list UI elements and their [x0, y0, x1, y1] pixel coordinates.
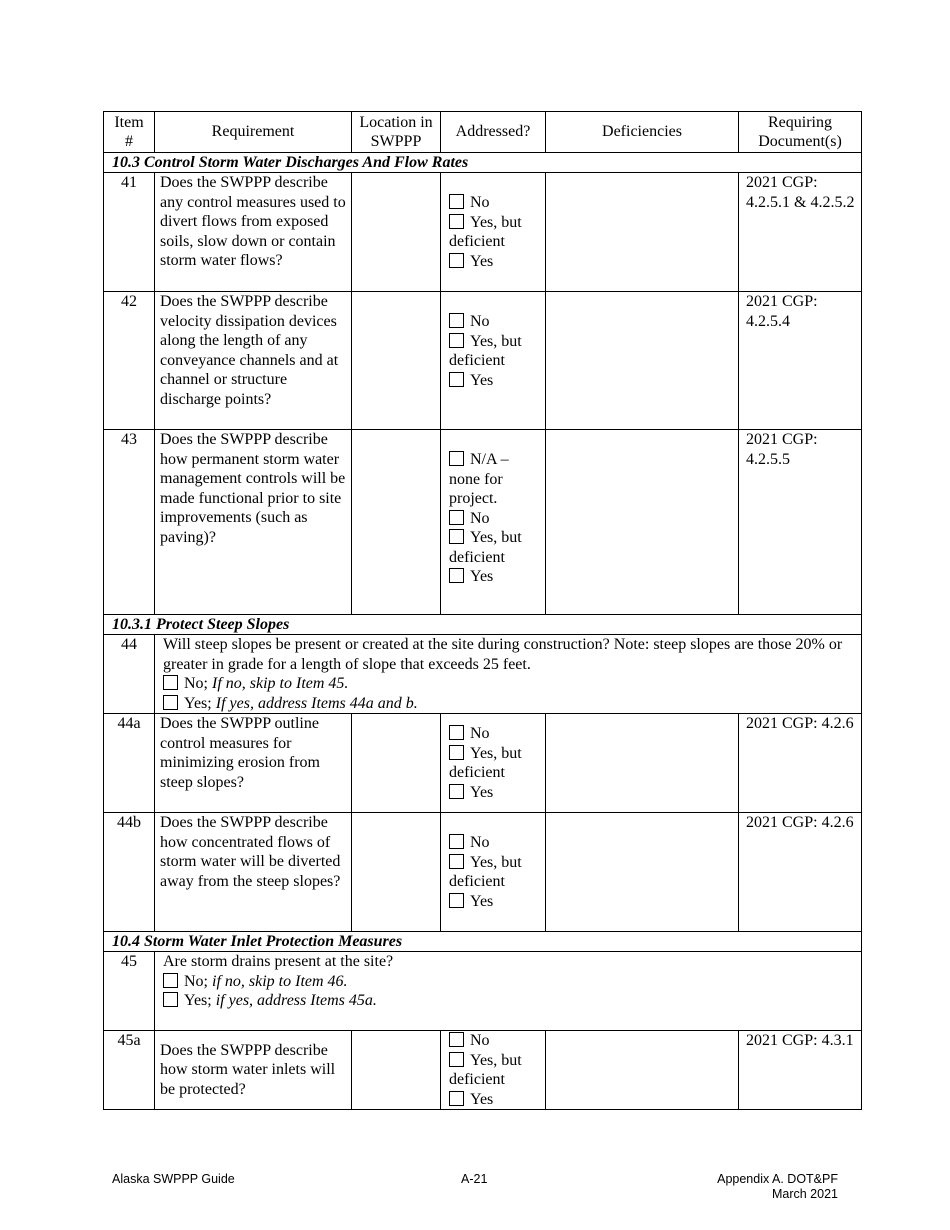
checkbox-no[interactable]: [449, 834, 464, 849]
location-cell[interactable]: [352, 714, 441, 813]
requirement-text: Does the SWPPP describe any control measures used to divert flows from exposed soils, slow down or contain storm water flows?: [155, 173, 352, 292]
checklist-table: [103, 111, 862, 1110]
deficiencies-cell[interactable]: [546, 430, 739, 615]
item-number: 45a: [104, 1031, 155, 1110]
location-cell[interactable]: [352, 1031, 441, 1110]
table-row: [104, 952, 862, 1031]
header-deficiencies: Deficiencies: [546, 112, 739, 153]
requirement-text: Does the SWPPP describe how permanent storm water management controls will be made functional prior to site improvements (such as paving)?: [155, 430, 352, 615]
addressed-options: N/A – none for project. No Yes, but deficient Yes: [441, 430, 546, 615]
checkbox-no[interactable]: [163, 675, 178, 690]
checkbox-yes-but-deficient[interactable]: [449, 745, 464, 760]
checkbox-no[interactable]: [163, 973, 178, 988]
location-cell[interactable]: [352, 813, 441, 932]
header-location: Location in SWPPP: [352, 112, 441, 153]
table-row: [104, 292, 862, 430]
footer-right-line2: March 2021: [771, 1187, 838, 1201]
item-number: 44: [104, 635, 155, 714]
requirement-text: Does the SWPPP outline control measures for minimizing erosion from steep slopes?: [155, 714, 352, 813]
deficiencies-cell[interactable]: [546, 714, 739, 813]
deficiencies-cell[interactable]: [546, 292, 739, 430]
deficiencies-cell[interactable]: [546, 173, 739, 292]
checkbox-yes-but-deficient[interactable]: [449, 529, 464, 544]
header-row: [104, 112, 862, 153]
requiring-docs: 2021 CGP: 4.3.1: [739, 1031, 862, 1110]
header-addressed: Addressed?: [441, 112, 546, 153]
header-item: Item #: [104, 112, 155, 153]
header-requirement: Requirement: [155, 112, 352, 153]
checkbox-yes[interactable]: [449, 784, 464, 799]
item-number: 43: [104, 430, 155, 615]
checkbox-yes-but-deficient[interactable]: [449, 854, 464, 869]
requiring-docs: 2021 CGP: 4.2.6: [739, 813, 862, 932]
footer-page-number: A-21: [461, 1172, 488, 1186]
addressed-options: No Yes, but deficient Yes: [441, 813, 546, 932]
question-cell: Will steep slopes be present or created at the site during construction? Note: steep slopes are those 20% or greater in grade for a length of slope that exceeds 25 feet. No; If no, skip to Item 45. Yes; If yes, address Items 44a and b.: [155, 635, 862, 714]
checkbox-yes[interactable]: [163, 992, 178, 1007]
requirement-text: Does the SWPPP describe velocity dissipation devices along the length of any conveyance channels and at channel or structure discharge points?: [155, 292, 352, 430]
deficiencies-cell[interactable]: [546, 813, 739, 932]
item-number: 45: [104, 952, 155, 1031]
section-title: 10.3 Control Storm Water Discharges And Flow Rates: [104, 153, 862, 173]
checkbox-yes-but-deficient[interactable]: [449, 214, 464, 229]
requiring-docs: 2021 CGP: 4.2.5.5: [739, 430, 862, 615]
requirement-text: Does the SWPPP describe how concentrated flows of storm water will be diverted away from the steep slopes?: [155, 813, 352, 932]
table-row: [104, 635, 862, 714]
requiring-docs: 2021 CGP: 4.2.5.1 & 4.2.5.2: [739, 173, 862, 292]
location-cell[interactable]: [352, 173, 441, 292]
addressed-options: No Yes, but deficient Yes: [441, 714, 546, 813]
checkbox-yes[interactable]: [449, 1091, 464, 1106]
checkbox-no[interactable]: [449, 1032, 464, 1047]
checkbox-no[interactable]: [449, 194, 464, 209]
checkbox-no[interactable]: [449, 313, 464, 328]
checkbox-yes[interactable]: [163, 695, 178, 710]
item-number: 44a: [104, 714, 155, 813]
question-text: Are storm drains present at the site?: [163, 953, 394, 970]
table-row: [104, 1031, 862, 1110]
checkbox-yes[interactable]: [449, 372, 464, 387]
table-row: [104, 173, 862, 292]
section-row: [104, 153, 862, 173]
checkbox-yes-but-deficient[interactable]: [449, 1052, 464, 1067]
footer-right: [717, 1172, 838, 1202]
item-number: 44b: [104, 813, 155, 932]
question-cell: Are storm drains present at the site? No; if no, skip to Item 46. Yes; if yes, address Items 45a.: [155, 952, 862, 1031]
section-row: [104, 932, 862, 952]
question-text: Will steep slopes be present or created at the site during construction? Note: steep slopes are those 20% or greater in grade for a length of slope that exceeds 25 feet.: [163, 636, 843, 673]
requiring-docs: 2021 CGP: 4.2.6: [739, 714, 862, 813]
requiring-docs: 2021 CGP: 4.2.5.4: [739, 292, 862, 430]
checkbox-na[interactable]: [449, 451, 464, 466]
deficiencies-cell[interactable]: [546, 1031, 739, 1110]
location-cell[interactable]: [352, 430, 441, 615]
addressed-options: No Yes, but deficient Yes: [441, 173, 546, 292]
checkbox-yes-but-deficient[interactable]: [449, 333, 464, 348]
footer-right-line1: Appendix A. DOT&PF: [717, 1172, 838, 1186]
requirement-text: Does the SWPPP describe how storm water inlets will be protected?: [155, 1031, 352, 1110]
section-row: [104, 615, 862, 635]
footer-left: Alaska SWPPP Guide: [112, 1172, 235, 1186]
addressed-options: No Yes, but deficient Yes: [441, 1031, 546, 1110]
section-title: 10.4 Storm Water Inlet Protection Measures: [104, 932, 862, 952]
addressed-options: No Yes, but deficient Yes: [441, 292, 546, 430]
header-requiring-docs: Requiring Document(s): [739, 112, 862, 153]
table-row: [104, 430, 862, 615]
checkbox-yes[interactable]: [449, 568, 464, 583]
table-row: [104, 714, 862, 813]
section-title: 10.3.1 Protect Steep Slopes: [104, 615, 862, 635]
item-number: 42: [104, 292, 155, 430]
item-number: 41: [104, 173, 155, 292]
checkbox-no[interactable]: [449, 725, 464, 740]
location-cell[interactable]: [352, 292, 441, 430]
checkbox-yes[interactable]: [449, 253, 464, 268]
checkbox-yes[interactable]: [449, 893, 464, 908]
checkbox-no[interactable]: [449, 510, 464, 525]
table-row: [104, 813, 862, 932]
